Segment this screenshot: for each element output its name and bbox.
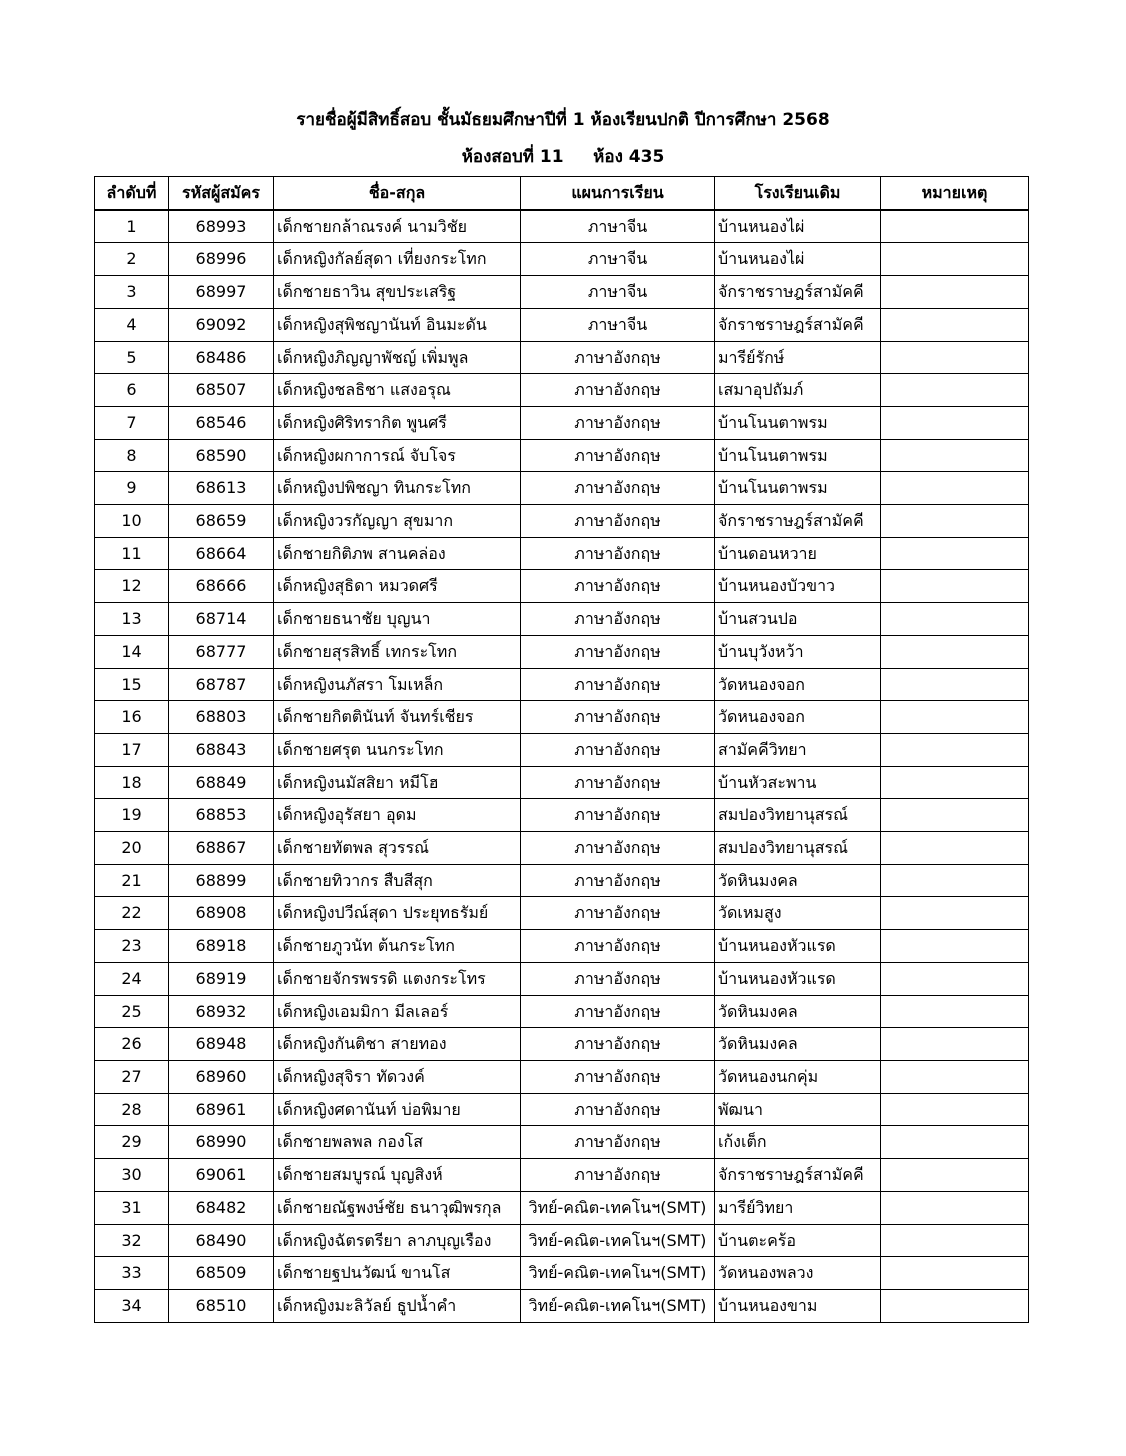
table-row (95, 962, 1029, 995)
cell-previous-school: บ้านสวนปอ (715, 603, 881, 636)
cell-applicant-id: 68546 (169, 406, 274, 439)
table-row (95, 733, 1029, 766)
table-row (95, 832, 1029, 865)
cell-study-plan: ภาษาอังกฤษ (521, 962, 715, 995)
cell-study-plan: ภาษาอังกฤษ (521, 1060, 715, 1093)
cell-previous-school: บ้านตะคร้อ (715, 1224, 881, 1257)
cell-study-plan: ภาษาอังกฤษ (521, 1159, 715, 1192)
header-applicant-id: รหัสผู้สมัคร (169, 177, 274, 210)
header-number: ลำดับที่ (95, 177, 169, 210)
cell-previous-school: จักราชราษฎร์สามัคคี (715, 1159, 881, 1192)
cell-full-name: เด็กชายศรุต นนกระโทก (274, 733, 521, 766)
cell-full-name: เด็กชายทัตพล สุวรรณ์ (274, 832, 521, 865)
cell-full-name: เด็กหญิงสุพิชญานันท์ อินมะดัน (274, 308, 521, 341)
cell-study-plan: วิทย์-คณิต-เทคโนฯ(SMT) (521, 1289, 715, 1322)
cell-applicant-id: 68787 (169, 668, 274, 701)
cell-applicant-id: 68961 (169, 1093, 274, 1126)
cell-number: 31 (95, 1191, 169, 1224)
cell-full-name: เด็กชายกิตตินันท์ จันทร์เชียร (274, 701, 521, 734)
cell-applicant-id: 68777 (169, 635, 274, 668)
cell-study-plan: ภาษาอังกฤษ (521, 1093, 715, 1126)
cell-applicant-id: 68490 (169, 1224, 274, 1257)
cell-previous-school: สมปองวิทยานุสรณ์ (715, 799, 881, 832)
cell-full-name: เด็กหญิงวรกัญญา สุขมาก (274, 505, 521, 538)
cell-remarks (881, 439, 1029, 472)
cell-applicant-id: 68714 (169, 603, 274, 636)
table-row (95, 243, 1029, 276)
cell-applicant-id: 69092 (169, 308, 274, 341)
cell-study-plan: ภาษาอังกฤษ (521, 603, 715, 636)
cell-study-plan: ภาษาอังกฤษ (521, 832, 715, 865)
cell-study-plan: ภาษาอังกฤษ (521, 1028, 715, 1061)
cell-remarks (881, 1289, 1029, 1322)
cell-remarks (881, 537, 1029, 570)
table-row (95, 1191, 1029, 1224)
header-previous-school: โรงเรียนเดิม (715, 177, 881, 210)
cell-study-plan: ภาษาจีน (521, 210, 715, 243)
cell-full-name: เด็กชายพลพล กองโส (274, 1126, 521, 1159)
cell-remarks (881, 308, 1029, 341)
table-row (95, 930, 1029, 963)
cell-applicant-id: 69061 (169, 1159, 274, 1192)
cell-remarks (881, 1093, 1029, 1126)
cell-previous-school: บ้านดอนหวาย (715, 537, 881, 570)
table-row (95, 537, 1029, 570)
cell-study-plan: ภาษาอังกฤษ (521, 799, 715, 832)
table-row (95, 570, 1029, 603)
cell-applicant-id: 68509 (169, 1257, 274, 1290)
cell-study-plan: วิทย์-คณิต-เทคโนฯ(SMT) (521, 1257, 715, 1290)
header-full-name: ชื่อ-สกุล (274, 177, 521, 210)
cell-previous-school: พัฒนา (715, 1093, 881, 1126)
cell-applicant-id: 68613 (169, 472, 274, 505)
cell-number: 22 (95, 897, 169, 930)
cell-previous-school: บ้านหนองบัวขาว (715, 570, 881, 603)
cell-remarks (881, 603, 1029, 636)
cell-remarks (881, 341, 1029, 374)
cell-study-plan: ภาษาอังกฤษ (521, 897, 715, 930)
cell-full-name: เด็กชายณัฐพงษ์ชัย ธนาวุฒิพรกุล (274, 1191, 521, 1224)
cell-previous-school: บ้านหนองหัวแรด (715, 962, 881, 995)
cell-study-plan: ภาษาอังกฤษ (521, 537, 715, 570)
cell-full-name: เด็กชายสุรสิทธิ์ เทกระโทก (274, 635, 521, 668)
cell-number: 14 (95, 635, 169, 668)
cell-full-name: เด็กหญิงฉัตรตรียา ลาภบุญเรือง (274, 1224, 521, 1257)
cell-number: 3 (95, 276, 169, 309)
cell-remarks (881, 930, 1029, 963)
cell-full-name: เด็กหญิงปพิชญา ทินกระโทก (274, 472, 521, 505)
cell-number: 25 (95, 995, 169, 1028)
cell-full-name: เด็กหญิงอุรัสยา อุดม (274, 799, 521, 832)
table-row (95, 406, 1029, 439)
cell-number: 5 (95, 341, 169, 374)
table-row (95, 1289, 1029, 1322)
cell-previous-school: บ้านหนองขาม (715, 1289, 881, 1322)
cell-remarks (881, 1028, 1029, 1061)
cell-previous-school: วัดหนองจอก (715, 701, 881, 734)
cell-number: 7 (95, 406, 169, 439)
cell-study-plan: ภาษาอังกฤษ (521, 701, 715, 734)
document-title: รายชื่อผู้มีสิทธิ์สอบ ชั้นมัธยมศึกษาปีที่ 1 ห้องเรียนปกติ ปีการศึกษา 2568 (296, 110, 830, 130)
table-row (95, 799, 1029, 832)
table-row (95, 308, 1029, 341)
table-row (95, 1159, 1029, 1192)
header-study-plan: แผนการเรียน (521, 177, 715, 210)
cell-study-plan: ภาษาจีน (521, 243, 715, 276)
header-remarks: หมายเหตุ (881, 177, 1029, 210)
cell-full-name: เด็กหญิงชลธิชา แสงอรุณ (274, 374, 521, 407)
cell-study-plan: ภาษาอังกฤษ (521, 766, 715, 799)
cell-study-plan: ภาษาอังกฤษ (521, 668, 715, 701)
cell-number: 24 (95, 962, 169, 995)
cell-study-plan: ภาษาอังกฤษ (521, 505, 715, 538)
table-row (95, 341, 1029, 374)
cell-number: 6 (95, 374, 169, 407)
cell-applicant-id: 68867 (169, 832, 274, 865)
cell-study-plan: ภาษาอังกฤษ (521, 1126, 715, 1159)
cell-full-name: เด็กชายจักรพรรดิ แตงกระโทร (274, 962, 521, 995)
cell-full-name: เด็กหญิงสุจิรา ทัดวงค์ (274, 1060, 521, 1093)
cell-previous-school: จักราชราษฎร์สามัคคี (715, 505, 881, 538)
table-row (95, 1224, 1029, 1257)
cell-previous-school: บ้านหนองไผ่ (715, 210, 881, 243)
cell-full-name: เด็กหญิงสุธิดา หมวดศรี (274, 570, 521, 603)
cell-remarks (881, 210, 1029, 243)
cell-full-name: เด็กหญิงศิริทรากิต พูนศรี (274, 406, 521, 439)
table-row (95, 897, 1029, 930)
cell-study-plan: ภาษาอังกฤษ (521, 733, 715, 766)
cell-study-plan: ภาษาอังกฤษ (521, 472, 715, 505)
cell-number: 19 (95, 799, 169, 832)
cell-number: 8 (95, 439, 169, 472)
cell-remarks (881, 701, 1029, 734)
cell-full-name: เด็กหญิงมะลิวัลย์ ธูปน้ำคำ (274, 1289, 521, 1322)
cell-remarks (881, 668, 1029, 701)
cell-applicant-id: 68849 (169, 766, 274, 799)
cell-applicant-id: 68990 (169, 1126, 274, 1159)
cell-number: 18 (95, 766, 169, 799)
table-row (95, 374, 1029, 407)
cell-remarks (881, 635, 1029, 668)
cell-previous-school: บ้านหนองไผ่ (715, 243, 881, 276)
table-row (95, 439, 1029, 472)
cell-applicant-id: 68948 (169, 1028, 274, 1061)
cell-full-name: เด็กหญิงภิญญาพัชญ์ เพิ่มพูล (274, 341, 521, 374)
table-row (95, 864, 1029, 897)
cell-full-name: เด็กชายภูวนัท ต้นกระโทก (274, 930, 521, 963)
cell-remarks (881, 897, 1029, 930)
cell-number: 15 (95, 668, 169, 701)
cell-previous-school: วัดหนองนกคุ่ม (715, 1060, 881, 1093)
table-row (95, 635, 1029, 668)
exam-room-subtitle: ห้องสอบที่ 11 ห้อง 435 (461, 147, 665, 167)
cell-full-name: เด็กหญิงศดานันท์ บ่อพิมาย (274, 1093, 521, 1126)
cell-previous-school: บ้านหนองหัวแรด (715, 930, 881, 963)
cell-remarks (881, 1159, 1029, 1192)
cell-applicant-id: 68932 (169, 995, 274, 1028)
cell-remarks (881, 1224, 1029, 1257)
cell-number: 33 (95, 1257, 169, 1290)
cell-full-name: เด็กหญิงเอมมิกา มีลเลอร์ (274, 995, 521, 1028)
cell-previous-school: จักราชราษฎร์สามัคคี (715, 276, 881, 309)
table-row (95, 1060, 1029, 1093)
cell-number: 29 (95, 1126, 169, 1159)
cell-applicant-id: 68996 (169, 243, 274, 276)
cell-full-name: เด็กหญิงนภัสรา โมเหล็ก (274, 668, 521, 701)
cell-previous-school: บ้านโนนตาพรม (715, 439, 881, 472)
cell-full-name: เด็กหญิงกันติชา สายทอง (274, 1028, 521, 1061)
cell-full-name: เด็กชายธนาชัย บุญนา (274, 603, 521, 636)
cell-remarks (881, 374, 1029, 407)
cell-remarks (881, 406, 1029, 439)
cell-study-plan: วิทย์-คณิต-เทคโนฯ(SMT) (521, 1224, 715, 1257)
cell-previous-school: บ้านหัวสะพาน (715, 766, 881, 799)
cell-applicant-id: 68507 (169, 374, 274, 407)
table-row (95, 1126, 1029, 1159)
cell-applicant-id: 68918 (169, 930, 274, 963)
table-row (95, 210, 1029, 243)
cell-number: 12 (95, 570, 169, 603)
cell-applicant-id: 68899 (169, 864, 274, 897)
cell-remarks (881, 766, 1029, 799)
cell-study-plan: ภาษาอังกฤษ (521, 864, 715, 897)
cell-remarks (881, 832, 1029, 865)
cell-number: 13 (95, 603, 169, 636)
cell-study-plan: วิทย์-คณิต-เทคโนฯ(SMT) (521, 1191, 715, 1224)
cell-number: 30 (95, 1159, 169, 1192)
cell-remarks (881, 1191, 1029, 1224)
cell-applicant-id: 68482 (169, 1191, 274, 1224)
cell-previous-school: มารีย์วิทยา (715, 1191, 881, 1224)
cell-remarks (881, 864, 1029, 897)
cell-remarks (881, 1257, 1029, 1290)
cell-full-name: เด็กหญิงผกาการณ์ จับโจร (274, 439, 521, 472)
cell-previous-school: วัดหินมงคล (715, 1028, 881, 1061)
table-header-row (95, 177, 1029, 210)
cell-number: 9 (95, 472, 169, 505)
candidate-table (94, 176, 1029, 1323)
cell-remarks (881, 799, 1029, 832)
cell-applicant-id: 68853 (169, 799, 274, 832)
cell-applicant-id: 68843 (169, 733, 274, 766)
cell-number: 4 (95, 308, 169, 341)
cell-number: 28 (95, 1093, 169, 1126)
cell-study-plan: ภาษาจีน (521, 276, 715, 309)
cell-remarks (881, 276, 1029, 309)
cell-study-plan: ภาษาอังกฤษ (521, 635, 715, 668)
table-row (95, 472, 1029, 505)
cell-applicant-id: 68908 (169, 897, 274, 930)
cell-number: 34 (95, 1289, 169, 1322)
cell-remarks (881, 1126, 1029, 1159)
cell-study-plan: ภาษาอังกฤษ (521, 439, 715, 472)
table-row (95, 505, 1029, 538)
cell-full-name: เด็กหญิงนมัสสิยา หมีโฮ (274, 766, 521, 799)
cell-study-plan: ภาษาอังกฤษ (521, 570, 715, 603)
cell-number: 20 (95, 832, 169, 865)
cell-previous-school: สมปองวิทยานุสรณ์ (715, 832, 881, 865)
cell-previous-school: วัดหนองพลวง (715, 1257, 881, 1290)
table-row (95, 668, 1029, 701)
cell-previous-school: มารีย์รักษ์ (715, 341, 881, 374)
table-row (95, 766, 1029, 799)
cell-number: 11 (95, 537, 169, 570)
cell-applicant-id: 68664 (169, 537, 274, 570)
cell-previous-school: บ้านบุวังหว้า (715, 635, 881, 668)
cell-full-name: เด็กหญิงปวีณ์สุดา ประยุทธรัมย์ (274, 897, 521, 930)
cell-study-plan: ภาษาอังกฤษ (521, 406, 715, 439)
cell-remarks (881, 243, 1029, 276)
cell-remarks (881, 505, 1029, 538)
cell-applicant-id: 68803 (169, 701, 274, 734)
table-row (95, 603, 1029, 636)
cell-previous-school: สามัคคีวิทยา (715, 733, 881, 766)
cell-previous-school: วัดหินมงคล (715, 995, 881, 1028)
table-row (95, 276, 1029, 309)
cell-number: 17 (95, 733, 169, 766)
cell-applicant-id: 68960 (169, 1060, 274, 1093)
cell-study-plan: ภาษาอังกฤษ (521, 995, 715, 1028)
cell-full-name: เด็กชายสมบูรณ์ บุญสิงห์ (274, 1159, 521, 1192)
cell-applicant-id: 68919 (169, 962, 274, 995)
cell-number: 16 (95, 701, 169, 734)
cell-full-name: เด็กชายทิวากร สืบสีสุก (274, 864, 521, 897)
cell-applicant-id: 68590 (169, 439, 274, 472)
cell-full-name: เด็กชายธาวิน สุขประเสริฐ (274, 276, 521, 309)
cell-applicant-id: 68997 (169, 276, 274, 309)
cell-study-plan: ภาษาอังกฤษ (521, 930, 715, 963)
cell-study-plan: ภาษาอังกฤษ (521, 341, 715, 374)
cell-remarks (881, 570, 1029, 603)
cell-study-plan: ภาษาจีน (521, 308, 715, 341)
cell-full-name: เด็กชายฐปนวัฒน์ ขานโส (274, 1257, 521, 1290)
cell-applicant-id: 68993 (169, 210, 274, 243)
cell-study-plan: ภาษาอังกฤษ (521, 374, 715, 407)
cell-full-name: เด็กหญิงกัลย์สุดา เที่ยงกระโทก (274, 243, 521, 276)
table-row (95, 1093, 1029, 1126)
cell-remarks (881, 962, 1029, 995)
cell-previous-school: บ้านโนนตาพรม (715, 472, 881, 505)
cell-previous-school: วัดหนองจอก (715, 668, 881, 701)
cell-previous-school: เก้งเต็ก (715, 1126, 881, 1159)
cell-number: 2 (95, 243, 169, 276)
cell-full-name: เด็กชายกล้าณรงค์ นามวิชัย (274, 210, 521, 243)
cell-full-name: เด็กชายกิติภพ สานคล่อง (274, 537, 521, 570)
cell-remarks (881, 733, 1029, 766)
cell-remarks (881, 995, 1029, 1028)
cell-applicant-id: 68486 (169, 341, 274, 374)
cell-previous-school: เสมาอุปถัมภ์ (715, 374, 881, 407)
cell-applicant-id: 68659 (169, 505, 274, 538)
table-row (95, 995, 1029, 1028)
cell-applicant-id: 68666 (169, 570, 274, 603)
table-body (95, 210, 1029, 1322)
cell-previous-school: วัดหินมงคล (715, 864, 881, 897)
cell-remarks (881, 472, 1029, 505)
cell-number: 26 (95, 1028, 169, 1061)
cell-previous-school: วัดเหมสูง (715, 897, 881, 930)
cell-applicant-id: 68510 (169, 1289, 274, 1322)
cell-remarks (881, 1060, 1029, 1093)
cell-number: 32 (95, 1224, 169, 1257)
cell-number: 1 (95, 210, 169, 243)
cell-previous-school: บ้านโนนตาพรม (715, 406, 881, 439)
table-row (95, 1028, 1029, 1061)
cell-number: 23 (95, 930, 169, 963)
cell-previous-school: จักราชราษฎร์สามัคคี (715, 308, 881, 341)
cell-number: 10 (95, 505, 169, 538)
cell-number: 27 (95, 1060, 169, 1093)
table-row (95, 1257, 1029, 1290)
cell-number: 21 (95, 864, 169, 897)
table-row (95, 701, 1029, 734)
